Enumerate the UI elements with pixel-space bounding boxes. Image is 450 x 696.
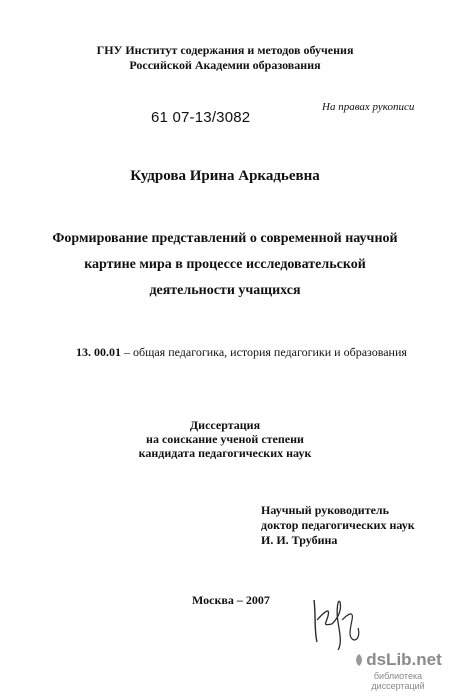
document-code: 61 07-13/3082 — [151, 109, 251, 126]
rights-note: На правах рукописи — [322, 101, 415, 113]
degree-block — [0, 418, 450, 460]
supervisor-line-2: доктор педагогических наук — [261, 518, 415, 532]
dissertation-title — [0, 226, 450, 304]
institution-line-2: Российской Академии образования — [129, 58, 321, 72]
watermark-logo-text: dsLib.net — [366, 650, 442, 669]
degree-line-2: на соискание ученой степени — [146, 432, 304, 446]
title-line-1: Формирование представлений о современной научной — [52, 231, 398, 246]
specialty-code: 13. 00.01 — [76, 345, 121, 359]
dslib-watermark — [352, 650, 444, 691]
degree-line-3: кандидата педагогических наук — [138, 446, 312, 460]
watermark-tagline: библиотека диссертаций — [371, 671, 425, 691]
specialty-line — [76, 345, 407, 360]
leaf-icon — [354, 653, 364, 667]
city-year: Москва – 2007 — [192, 593, 270, 607]
institution-line-1: ГНУ Институт содержания и методов обучения — [96, 43, 354, 57]
supervisor-line-1: Научный руководитель — [261, 503, 389, 517]
institution-header — [0, 43, 450, 73]
author-name: Кудрова Ирина Аркадьевна — [130, 168, 320, 184]
specialty-text: – общая педагогика, история педагогики и образования — [121, 345, 407, 359]
supervisor-block — [261, 503, 415, 548]
degree-line-1: Диссертация — [189, 418, 261, 432]
supervisor-line-3: И. И. Трубина — [261, 533, 338, 547]
handwritten-signature — [308, 580, 368, 655]
title-line-3: деятельности учащихся — [149, 283, 301, 298]
title-line-2: картине мира в процессе исследовательской — [84, 257, 366, 272]
watermark-logo — [352, 650, 444, 670]
